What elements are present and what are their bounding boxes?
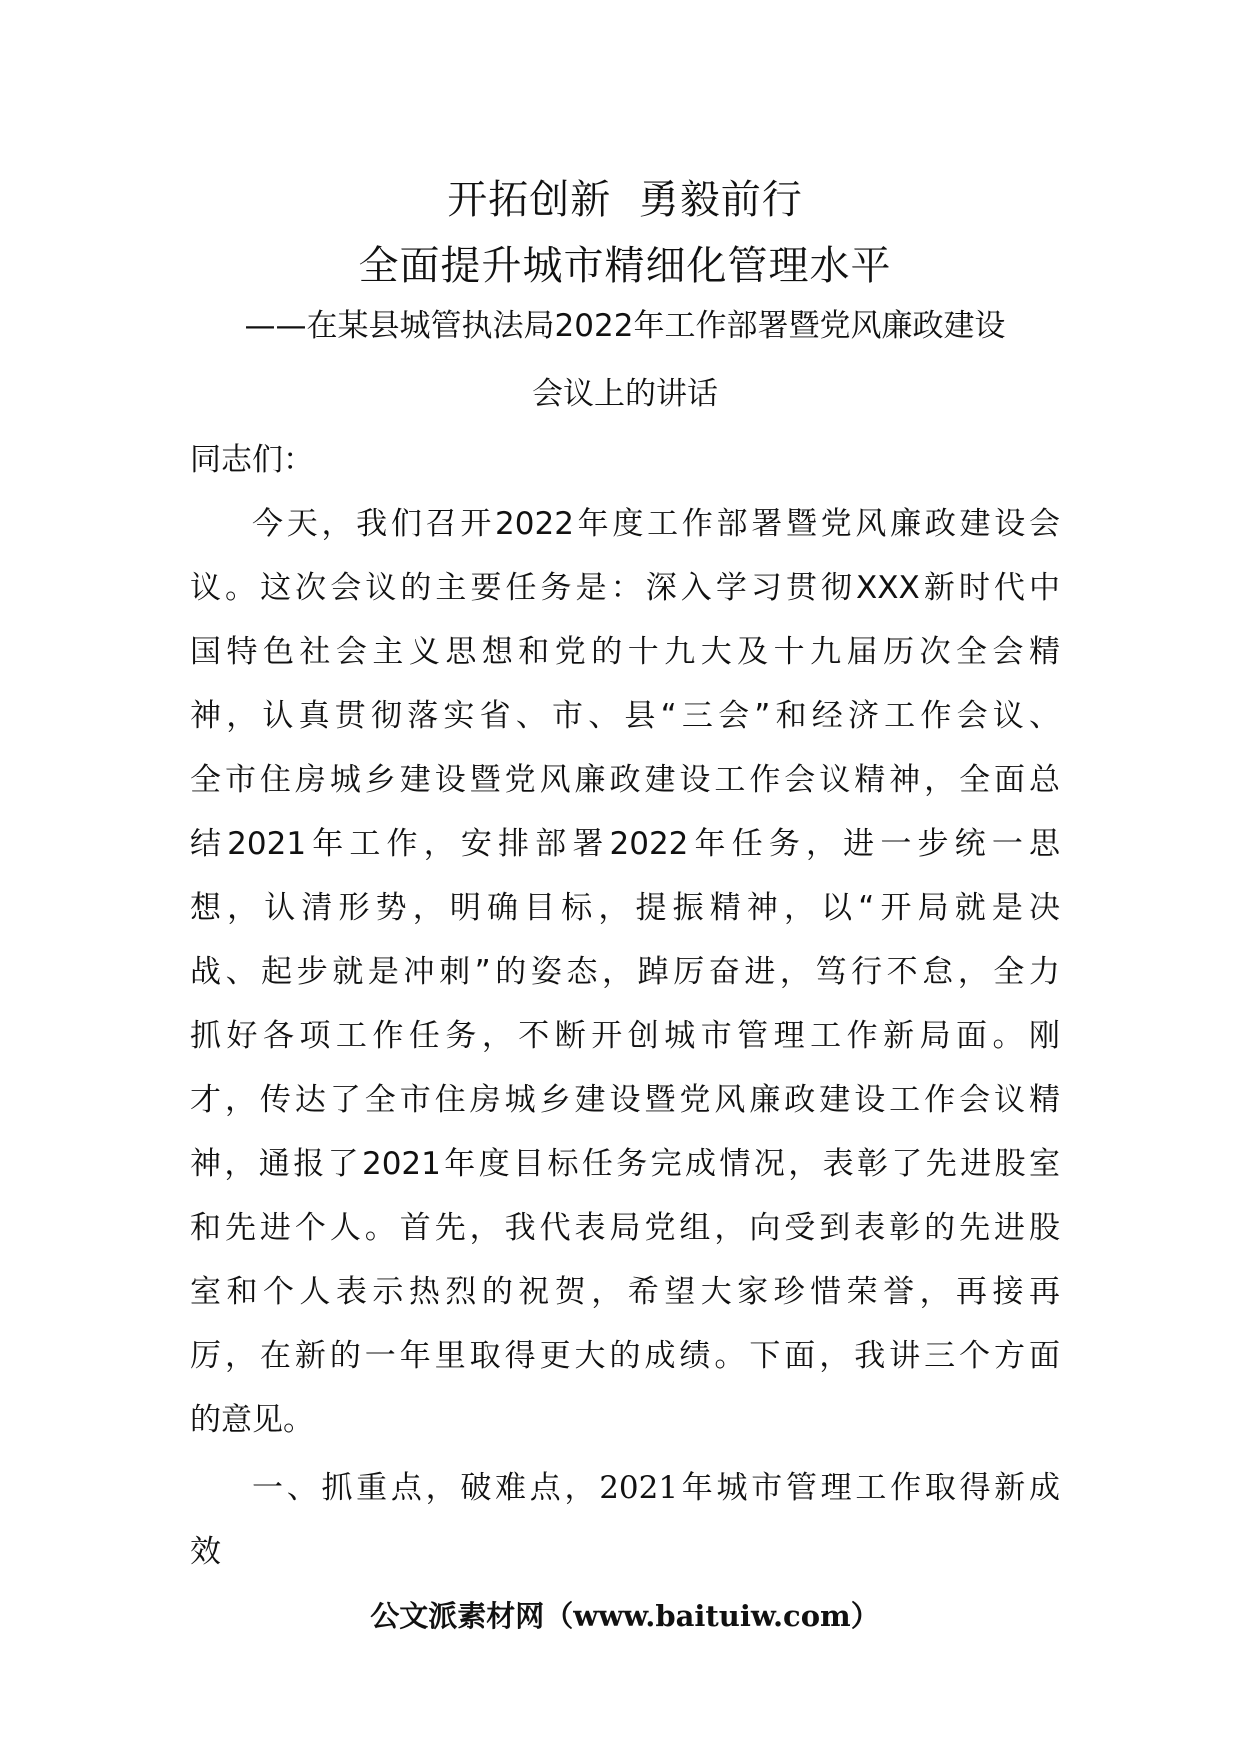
paragraph-line: 想，认清形势，明确目标，提振精神，以“开局就是决 (190, 890, 1060, 926)
main-title-line-2: 全面提升城市精细化管理水平 (358, 243, 892, 289)
subtitle-line-1: ——在某县城管执法局2022年工作部署暨党风廉政建设 (244, 308, 1006, 344)
paragraph-line: 室和个人表示热烈的祝贺，希望大家珍惜荣誉，再接再 (190, 1274, 1060, 1310)
salutation: 同志们： (190, 442, 314, 478)
paragraph-line: 全市住房城乡建设暨党风廉政建设工作会议精神，全面总 (190, 762, 1060, 798)
paragraph-line: 和先进个人。首先，我代表局党组，向受到表彰的先进股 (190, 1210, 1060, 1246)
title-block (190, 0, 1060, 420)
paragraph-line: 的意见。 (190, 1402, 314, 1438)
paragraph-line: 厉，在新的一年里取得更大的成绩。下面，我讲三个方面 (190, 1338, 1060, 1374)
paragraph-line: 结2021年工作，安排部署2022年任务，进一步统一思 (190, 826, 1060, 862)
subtitle-line-2: 会议上的讲话 (532, 376, 718, 412)
footer-watermark: 公文派素材网（www.baituiw.com） (370, 1599, 880, 1633)
paragraph-line: 神，认真贯彻落实省、市、县“三会”和经济工作会议、 (190, 698, 1060, 734)
paragraph-line: 今天，我们召开2022年度工作部署暨党风廉政建设会 (252, 506, 1060, 542)
paragraph-line: 才，传达了全市住房城乡建设暨党风廉政建设工作会议精 (190, 1082, 1060, 1118)
paragraph-line: 战、起步就是冲刺”的姿态，踔厉奋进，笃行不怠，全力 (190, 954, 1060, 990)
paragraph-line: 议。这次会议的主要任务是：深入学习贯彻XXX新时代中 (190, 570, 1060, 606)
paragraph-line: 抓好各项工作任务，不断开创城市管理工作新局面。刚 (190, 1018, 1060, 1054)
main-title-line-1: 开拓创新 勇毅前行 (447, 177, 803, 223)
section-heading-line: 一、抓重点，破难点，2021年城市管理工作取得新成 (252, 1470, 1060, 1506)
section-heading-line: 效 (190, 1534, 221, 1570)
paragraph-line: 神，通报了2021年度目标任务完成情况，表彰了先进股室 (190, 1146, 1060, 1182)
paragraph-line: 国特色社会主义思想和党的十九大及十九届历次全会精 (190, 634, 1060, 670)
